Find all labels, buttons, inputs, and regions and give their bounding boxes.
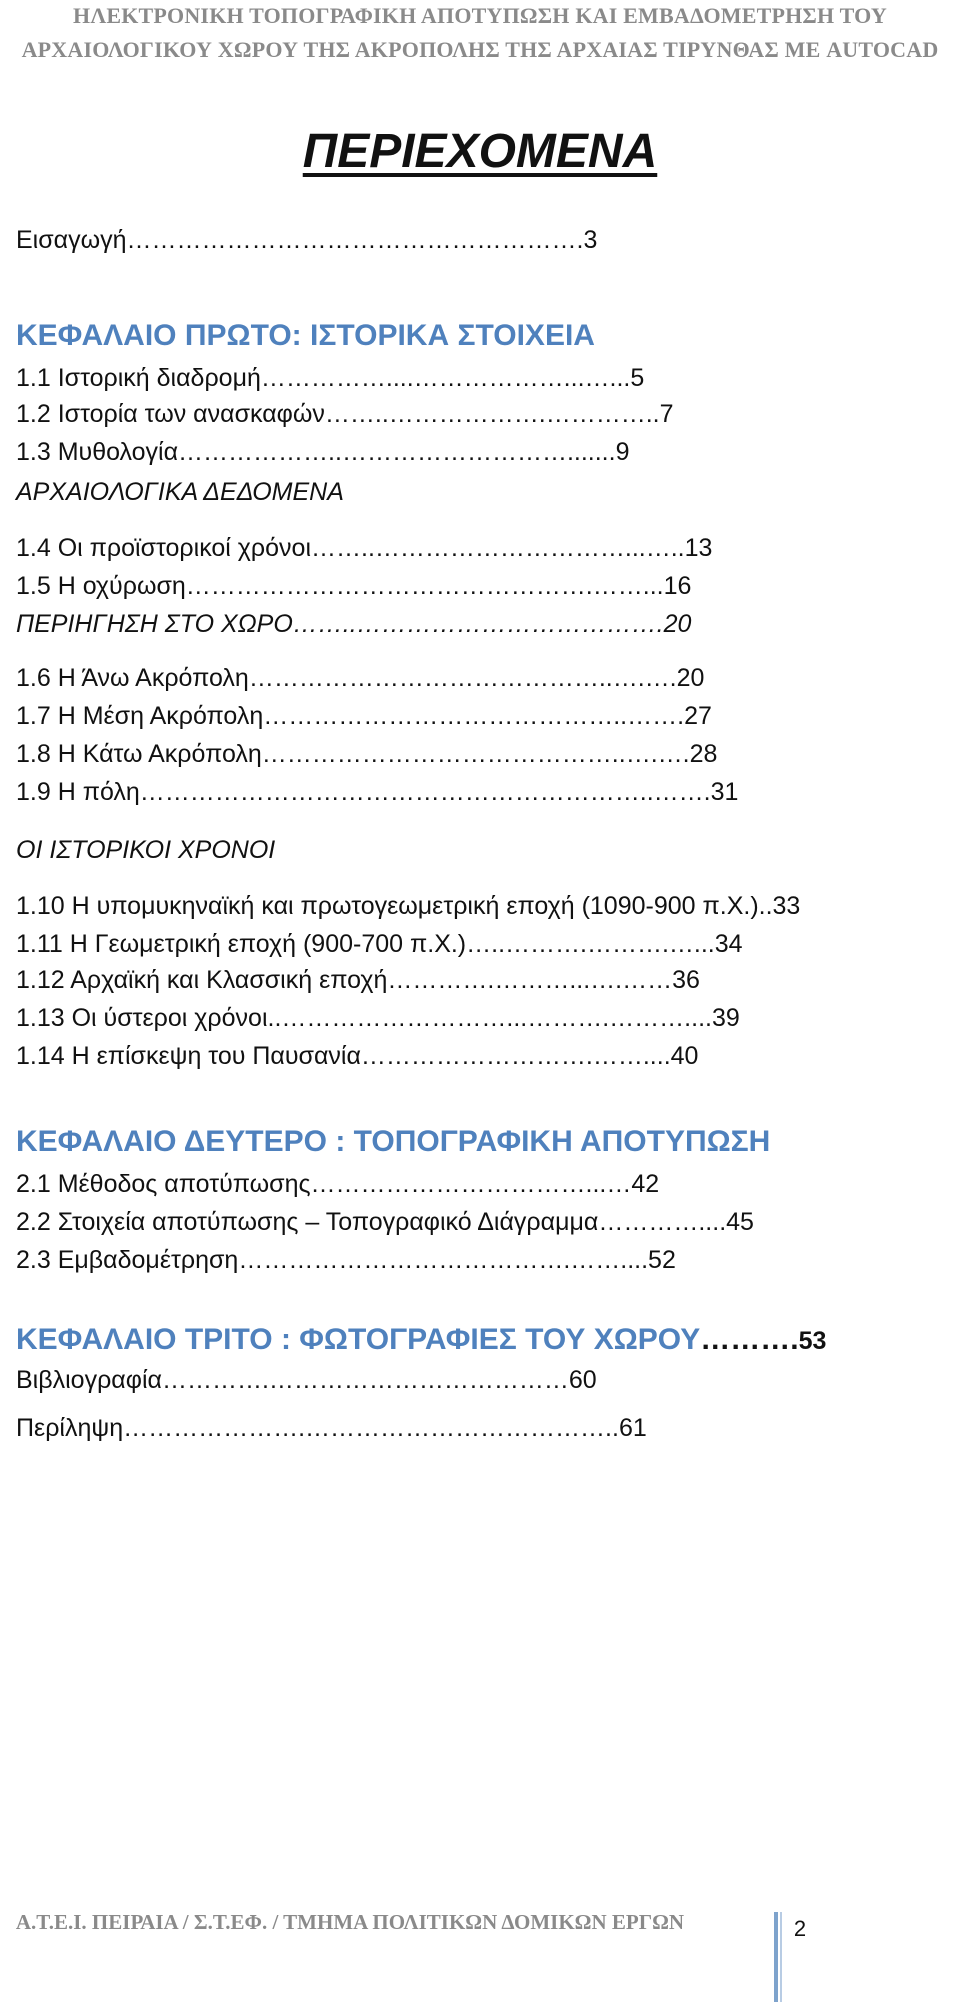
- toc-chapter-1[interactable]: ΚΕΦΑΛΑΙΟ ΠΡΩΤΟ: ΙΣΤΟΡΙΚΑ ΣΤΟΙΧΕΙΑ: [16, 319, 595, 352]
- toc-entry-2-1[interactable]: 2.1 Μέθοδος αποτύπωσης……………………………...…42: [16, 1170, 660, 1198]
- toc-entry-bibliography[interactable]: Βιβλιογραφία………….………………………………60: [16, 1366, 597, 1394]
- toc-entry-1-8[interactable]: 1.8 Η Κάτω Ακρόπολη……………………………………..….….28: [16, 740, 718, 768]
- toc-entry-summary[interactable]: Περίληψη………………….………………………………..61: [16, 1414, 647, 1442]
- toc-entry-1-2[interactable]: 1.2 Ιστορία των ανασκαφών……..……………….…………..7: [16, 400, 674, 428]
- toc-entry-1-7[interactable]: 1.7 Η Μέση Ακρόπολη……………………………………..…….27: [16, 702, 712, 730]
- toc-entry-1-11[interactable]: 1.11 Η Γεωμετρική εποχή (900-700 π.Χ.)…..……….……….…...34: [16, 930, 743, 958]
- toc-entry-1-1[interactable]: 1.1 Ιστορική διαδρομή……………....………………...…...5: [16, 364, 645, 392]
- toc-entry-intro[interactable]: Εισαγωγή……………………………………………….3: [16, 226, 598, 254]
- toc-entry-1-6[interactable]: 1.6 Η Άνω Ακρόπολη……………………………………..….….20: [16, 664, 705, 692]
- footer-divider: [774, 1912, 778, 2002]
- toc-entry-2-2[interactable]: 2.2 Στοιχεία αποτύπωσης – Τοπογραφικό Διάγραμμα…………....45: [16, 1208, 754, 1236]
- toc-entry-1-4[interactable]: 1.4 Οι προϊστορικοί χρόνοι……..…………………………...…..13: [16, 534, 713, 562]
- toc-entry-2-3[interactable]: 2.3 Εμβαδομέτρηση………………………………….……....52: [16, 1246, 676, 1274]
- toc-section-archaeological-data[interactable]: ΑΡΧΑΙΟΛΟΓΙΚΑ ΔΕΔΟΜΕΝΑ: [16, 478, 344, 506]
- footer-divider-light: [780, 1912, 782, 2002]
- header-line-2: ΑΡΧΑΙΟΛΟΓΙΚΟΥ ΧΩΡΟΥ ΤΗΣ ΑΚΡΟΠΟΛΗΣ ΤΗΣ ΑΡΧΑΙΑΣ ΤΙΡΥΝΘΑΣ ΜΕ AUTOCAD: [21, 37, 939, 62]
- toc-entry-1-10[interactable]: 1.10 Η υπομυκηναϊκή και πρωτογεωμετρική εποχή (1090-900 π.Χ.)..33: [16, 892, 801, 920]
- toc-chapter-3[interactable]: [16, 1322, 826, 1359]
- toc-entry-1-9[interactable]: 1.9 Η πόλη……………………………………………………..…….31: [16, 778, 739, 806]
- toc-chapter-3-leader: ……….: [700, 1323, 799, 1356]
- toc-entry-1-13[interactable]: 1.13 Οι ύστεροι χρόνοι..………………………...……….………....39: [16, 1004, 740, 1032]
- toc-entry-1-12[interactable]: 1.12 Αρχαϊκή και Κλασσική εποχή………….………...….……36: [16, 966, 700, 994]
- toc-section-tour[interactable]: ΠΕΡΙΗΓΗΣΗ ΣΤΟ ΧΩΡΟ……..……………………………….20: [16, 610, 692, 638]
- toc-entry-1-14[interactable]: 1.14 Η επίσκεψη του Παυσανία……………………….……....40: [16, 1042, 699, 1070]
- page-title: ΠΕΡΙΕΧΟΜΕΝΑ: [302, 125, 658, 178]
- page-number: 2: [793, 1916, 807, 1941]
- toc-section-historical-times[interactable]: ΟΙ ΙΣΤΟΡΙΚΟΙ ΧΡΟΝΟΙ: [16, 836, 276, 864]
- footer-institution: Α.Τ.Ε.Ι. ΠΕΙΡΑΙΑ / Σ.Τ.ΕΦ. / ΤΜΗΜΑ ΠΟΛΙΤΙΚΩΝ ΔΟΜΙΚΩΝ ΕΡΓΩΝ: [15, 1910, 685, 1934]
- toc-entry-1-3[interactable]: 1.3 Μυθολογία………………..……………………….......9: [16, 438, 630, 466]
- toc-chapter-3-page: 53: [798, 1327, 827, 1355]
- toc-entry-1-5[interactable]: 1.5 Η οχύρωση………………………………………….……...16: [16, 572, 692, 600]
- header-line-1: ΗΛΕΚΤΡΟΝΙΚΗ ΤΟΠΟΓΡΑΦΙΚΗ ΑΠΟΤΥΠΩΣΗ ΚΑΙ ΕΜΒΑΔΟΜΕΤΡΗΣΗ ΤΟΥ: [73, 3, 887, 28]
- toc-chapter-2[interactable]: ΚΕΦΑΛΑΙΟ ΔΕΥΤΕΡΟ : ΤΟΠΟΓΡΑΦΙΚΗ ΑΠΟΤΥΠΩΣΗ: [16, 1125, 771, 1158]
- toc-chapter-3-title: ΚΕΦΑΛΑΙΟ ΤΡΙΤΟ : ΦΩΤΟΓΡΑΦΙΕΣ ΤΟΥ ΧΩΡΟΥ: [16, 1323, 701, 1356]
